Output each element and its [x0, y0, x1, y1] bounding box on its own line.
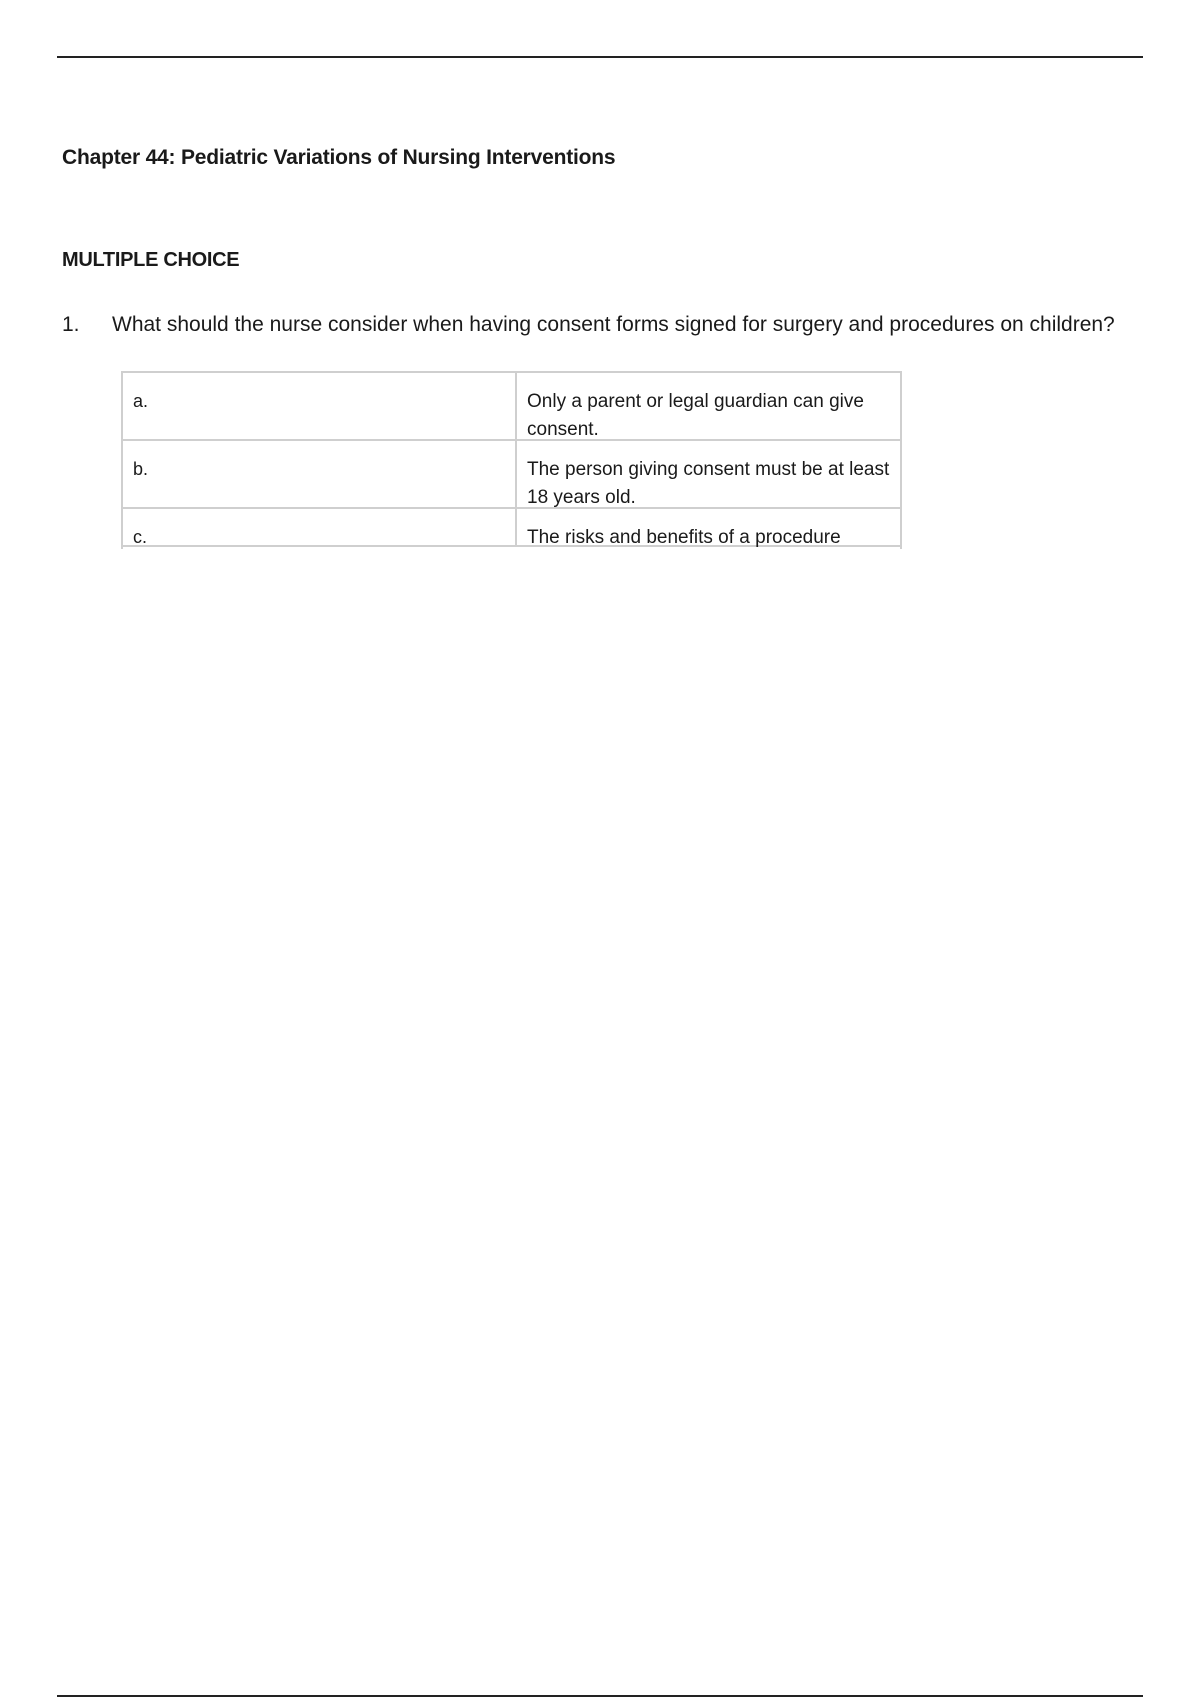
top-rule — [57, 56, 1143, 58]
answer-option-a[interactable] — [123, 373, 900, 441]
answer-text: Only a parent or legal guardian can give consent. — [527, 391, 864, 440]
answer-text: The person giving consent must be at least 18 years old. — [527, 459, 890, 508]
answer-letter: c. — [123, 509, 517, 545]
answer-option-c[interactable] — [123, 509, 900, 547]
question-text: What should the nurse consider when having consent forms signed for surgery and procedures on children? — [112, 313, 1115, 336]
answer-letter: b. — [123, 441, 517, 507]
answer-text: The risks and benefits of a procedure — [527, 527, 841, 548]
section-heading: MULTIPLE CHOICE — [62, 249, 240, 271]
answer-option-b[interactable] — [123, 441, 900, 509]
answer-options-table — [121, 371, 902, 549]
chapter-title: Chapter 44: Pediatric Variations of Nursing Interventions — [62, 146, 616, 169]
bottom-rule — [57, 1695, 1143, 1697]
question-number: 1. — [62, 313, 80, 336]
answer-letter: a. — [123, 373, 517, 439]
question-1 — [62, 310, 1122, 340]
